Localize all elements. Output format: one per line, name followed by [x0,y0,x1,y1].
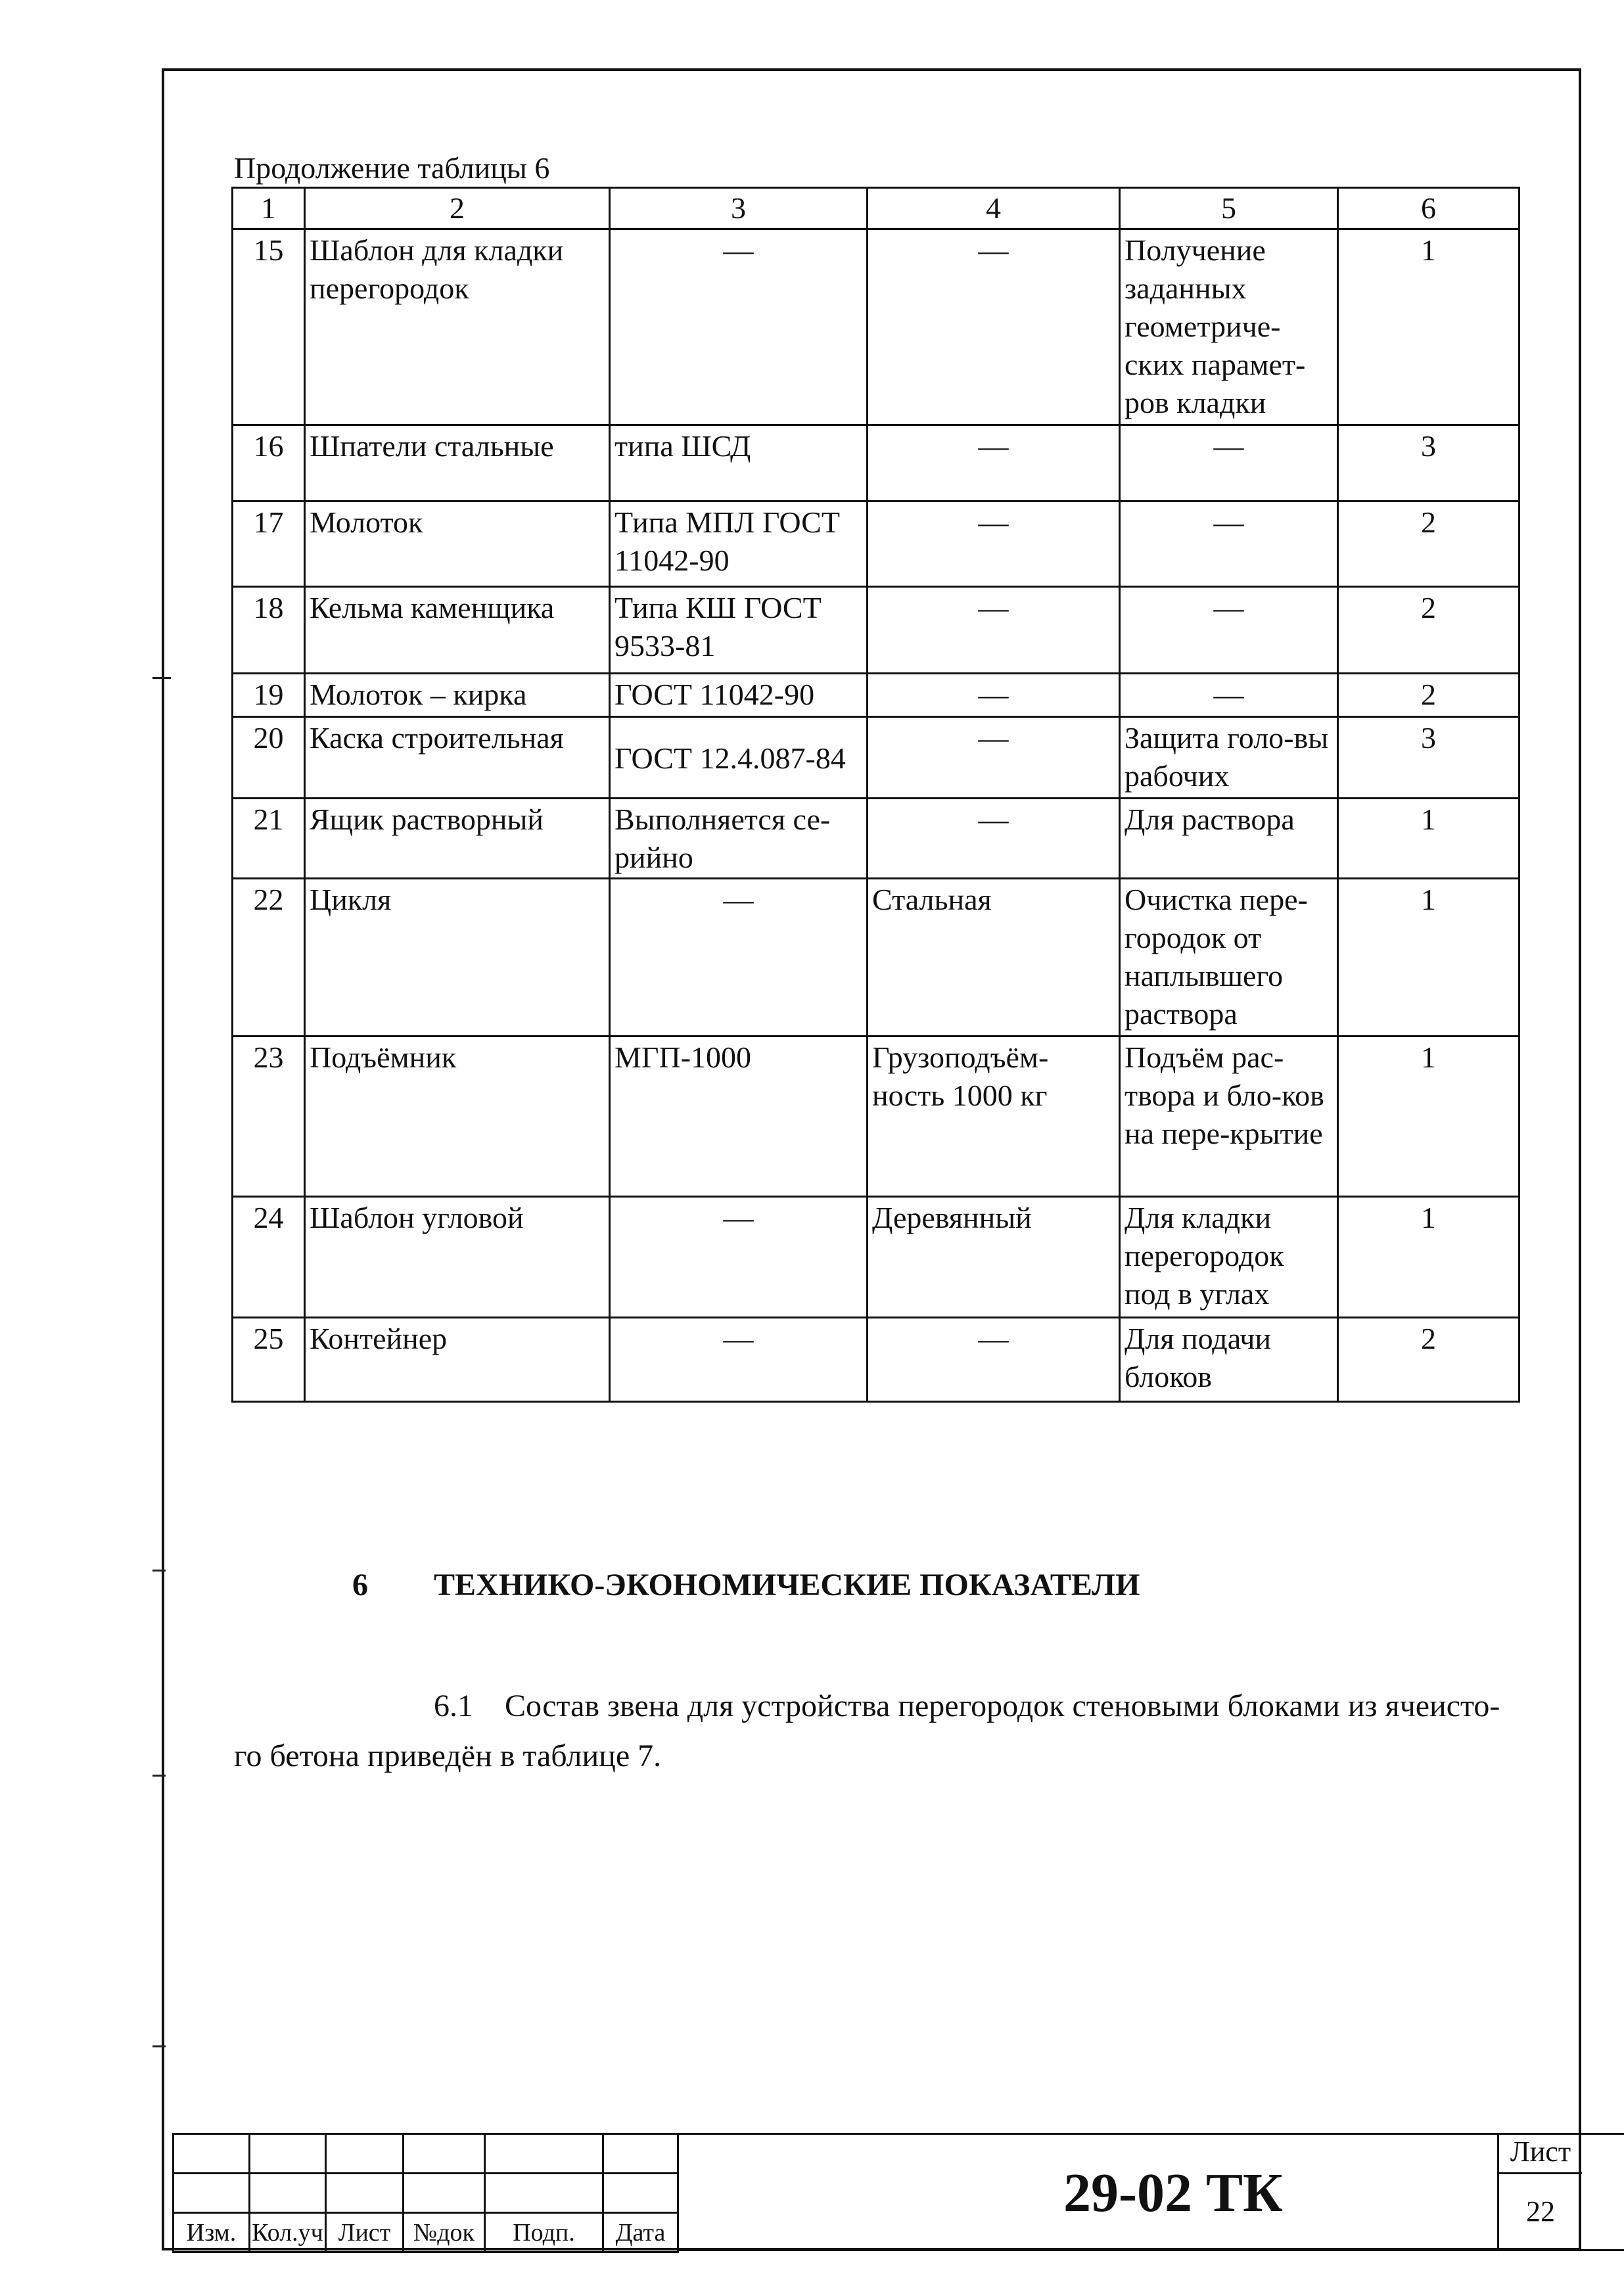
item-spec: Грузоподъём-ность 1000 кг [868,1037,1120,1197]
table-row [233,501,1520,587]
column-header: 2 [305,188,610,229]
table-row [233,1197,1520,1318]
equipment-table [231,187,1520,1403]
row-number: 24 [233,1197,305,1318]
margin-tick [152,1570,166,1572]
item-purpose: — [1120,425,1338,501]
revision-table [172,2133,679,2253]
item-purpose: Защита голо-вы рабочих [1120,717,1338,799]
item-quantity: 3 [1338,425,1520,501]
margin-tick [152,1775,166,1777]
item-quantity: 2 [1338,674,1520,717]
item-quantity: 2 [1338,501,1520,587]
stamp-header: Изм. [174,2213,250,2252]
item-purpose: Для подачи блоков [1120,1318,1338,1402]
item-spec: — [868,501,1120,587]
item-spec: — [868,1318,1120,1402]
row-number: 23 [233,1037,305,1197]
paragraph-text: Состав звена для устройства перегородок стеновыми блоками из ячеисто-го бетона приведён в таблице 7. [234,1689,1500,1773]
row-number: 20 [233,717,305,799]
column-header: 1 [233,188,305,229]
section-number: 6 [352,1568,368,1602]
row-number: 16 [233,425,305,501]
sheet-box [1497,2133,1582,2251]
stamp-cell [326,2174,404,2213]
item-name: Молоток – кирка [305,674,610,717]
item-spec: — [868,717,1120,799]
stamp-cell [485,2174,603,2213]
table-row [233,717,1520,799]
paragraph-number: 6.1 [434,1689,473,1723]
item-name: Кельма каменщика [305,587,610,674]
title-block [172,2133,1581,2251]
item-type: Выполняется се-рийно [610,799,868,879]
section-heading [352,1566,1140,1605]
table-row [233,1318,1520,1402]
item-name: Ящик растворный [305,799,610,879]
column-header: 5 [1120,188,1338,229]
stamp-cell [174,2174,250,2213]
item-spec: Стальная [868,879,1120,1037]
stamp-header: Дата [603,2213,678,2252]
item-type: Типа МПЛ ГОСТ 11042-90 [610,501,868,587]
table-row [233,799,1520,879]
item-purpose: Для раствора [1120,799,1338,879]
column-header: 4 [868,188,1120,229]
item-quantity: 3 [1338,717,1520,799]
margin-tick [152,2045,166,2047]
revision-row [174,2134,678,2174]
row-number: 18 [233,587,305,674]
item-purpose: Подъём рас-твора и бло-ков на пере-крытие [1120,1037,1338,1197]
sheet-number: 22 [1526,2195,1555,2227]
section-title: ТЕХНИКО-ЭКОНОМИЧЕСКИЕ ПОКАЗАТЕЛИ [434,1568,1140,1602]
item-spec: — [868,587,1120,674]
item-quantity: 1 [1338,879,1520,1037]
item-type: типа ШСД [610,425,868,501]
stamp-cell [404,2134,485,2174]
table-row [233,1037,1520,1197]
item-quantity: 2 [1338,1318,1520,1402]
item-purpose: Очистка пере-городок от наплывшего раствора [1120,879,1338,1037]
stamp-header: №док [404,2213,485,2252]
stamp-cell [174,2134,250,2174]
item-name: Контейнер [305,1318,610,1402]
item-type: Типа КШ ГОСТ 9533-81 [610,587,868,674]
item-purpose: — [1120,587,1338,674]
item-purpose: — [1120,501,1338,587]
item-spec: — [868,674,1120,717]
paragraph [234,1681,1516,1781]
table-caption: Продолжение таблицы 6 [234,151,550,185]
revision-row [174,2174,678,2213]
item-name: Молоток [305,501,610,587]
item-purpose: — [1120,674,1338,717]
row-number: 21 [233,799,305,879]
table-row [233,425,1520,501]
stamp-cell [404,2174,485,2213]
table-header-row [233,188,1520,229]
stamp-cell [485,2134,603,2174]
item-quantity: 1 [1338,1197,1520,1318]
item-type: МГП-1000 [610,1037,868,1197]
margin-tick [152,677,171,679]
item-quantity: 1 [1338,1037,1520,1197]
item-type: — [610,1197,868,1318]
item-name: Шаблон для кладки перегородок [305,229,610,425]
stamp-header: Подп. [485,2213,603,2252]
row-number: 25 [233,1318,305,1402]
item-type: ГОСТ 12.4.087-84 [610,717,868,799]
stamp-header: Лист [326,2213,404,2252]
item-spec: — [868,425,1120,501]
stamp-cell [603,2174,678,2213]
document-code-cell [677,2133,1624,2251]
item-quantity: 1 [1338,229,1520,425]
item-name: Цикля [305,879,610,1037]
table-row [233,587,1520,674]
stamp-cell [326,2134,404,2174]
table-row [233,674,1520,717]
item-quantity: 1 [1338,799,1520,879]
stamp-cell [250,2134,326,2174]
row-number: 15 [233,229,305,425]
item-type: ГОСТ 11042-90 [610,674,868,717]
table-row [233,879,1520,1037]
item-type: — [610,229,868,425]
item-spec: — [868,229,1120,425]
row-number: 19 [233,674,305,717]
stamp-header: Кол.уч [250,2213,326,2252]
item-name: Подъёмник [305,1037,610,1197]
item-quantity: 2 [1338,587,1520,674]
item-type: — [610,1318,868,1402]
column-header: 6 [1338,188,1520,229]
stamp-cell [603,2134,678,2174]
stamp-cell [250,2174,326,2213]
item-purpose: Получение заданных геометриче-ских парамет-ров кладки [1120,229,1338,425]
item-purpose: Для кладки перегородок под в углах [1120,1197,1338,1318]
revision-header-row [174,2213,678,2252]
row-number: 17 [233,501,305,587]
document-code: 29-02 ТК [1063,2162,1283,2224]
item-spec: — [868,799,1120,879]
column-header: 3 [610,188,868,229]
item-type: — [610,879,868,1037]
table-row [233,229,1520,425]
row-number: 22 [233,879,305,1037]
item-name: Шпатели стальные [305,425,610,501]
item-spec: Деревянный [868,1197,1120,1318]
item-name: Каска строительная [305,717,610,799]
item-name: Шаблон угловой [305,1197,610,1318]
sheet-label: Лист [1499,2133,1582,2174]
